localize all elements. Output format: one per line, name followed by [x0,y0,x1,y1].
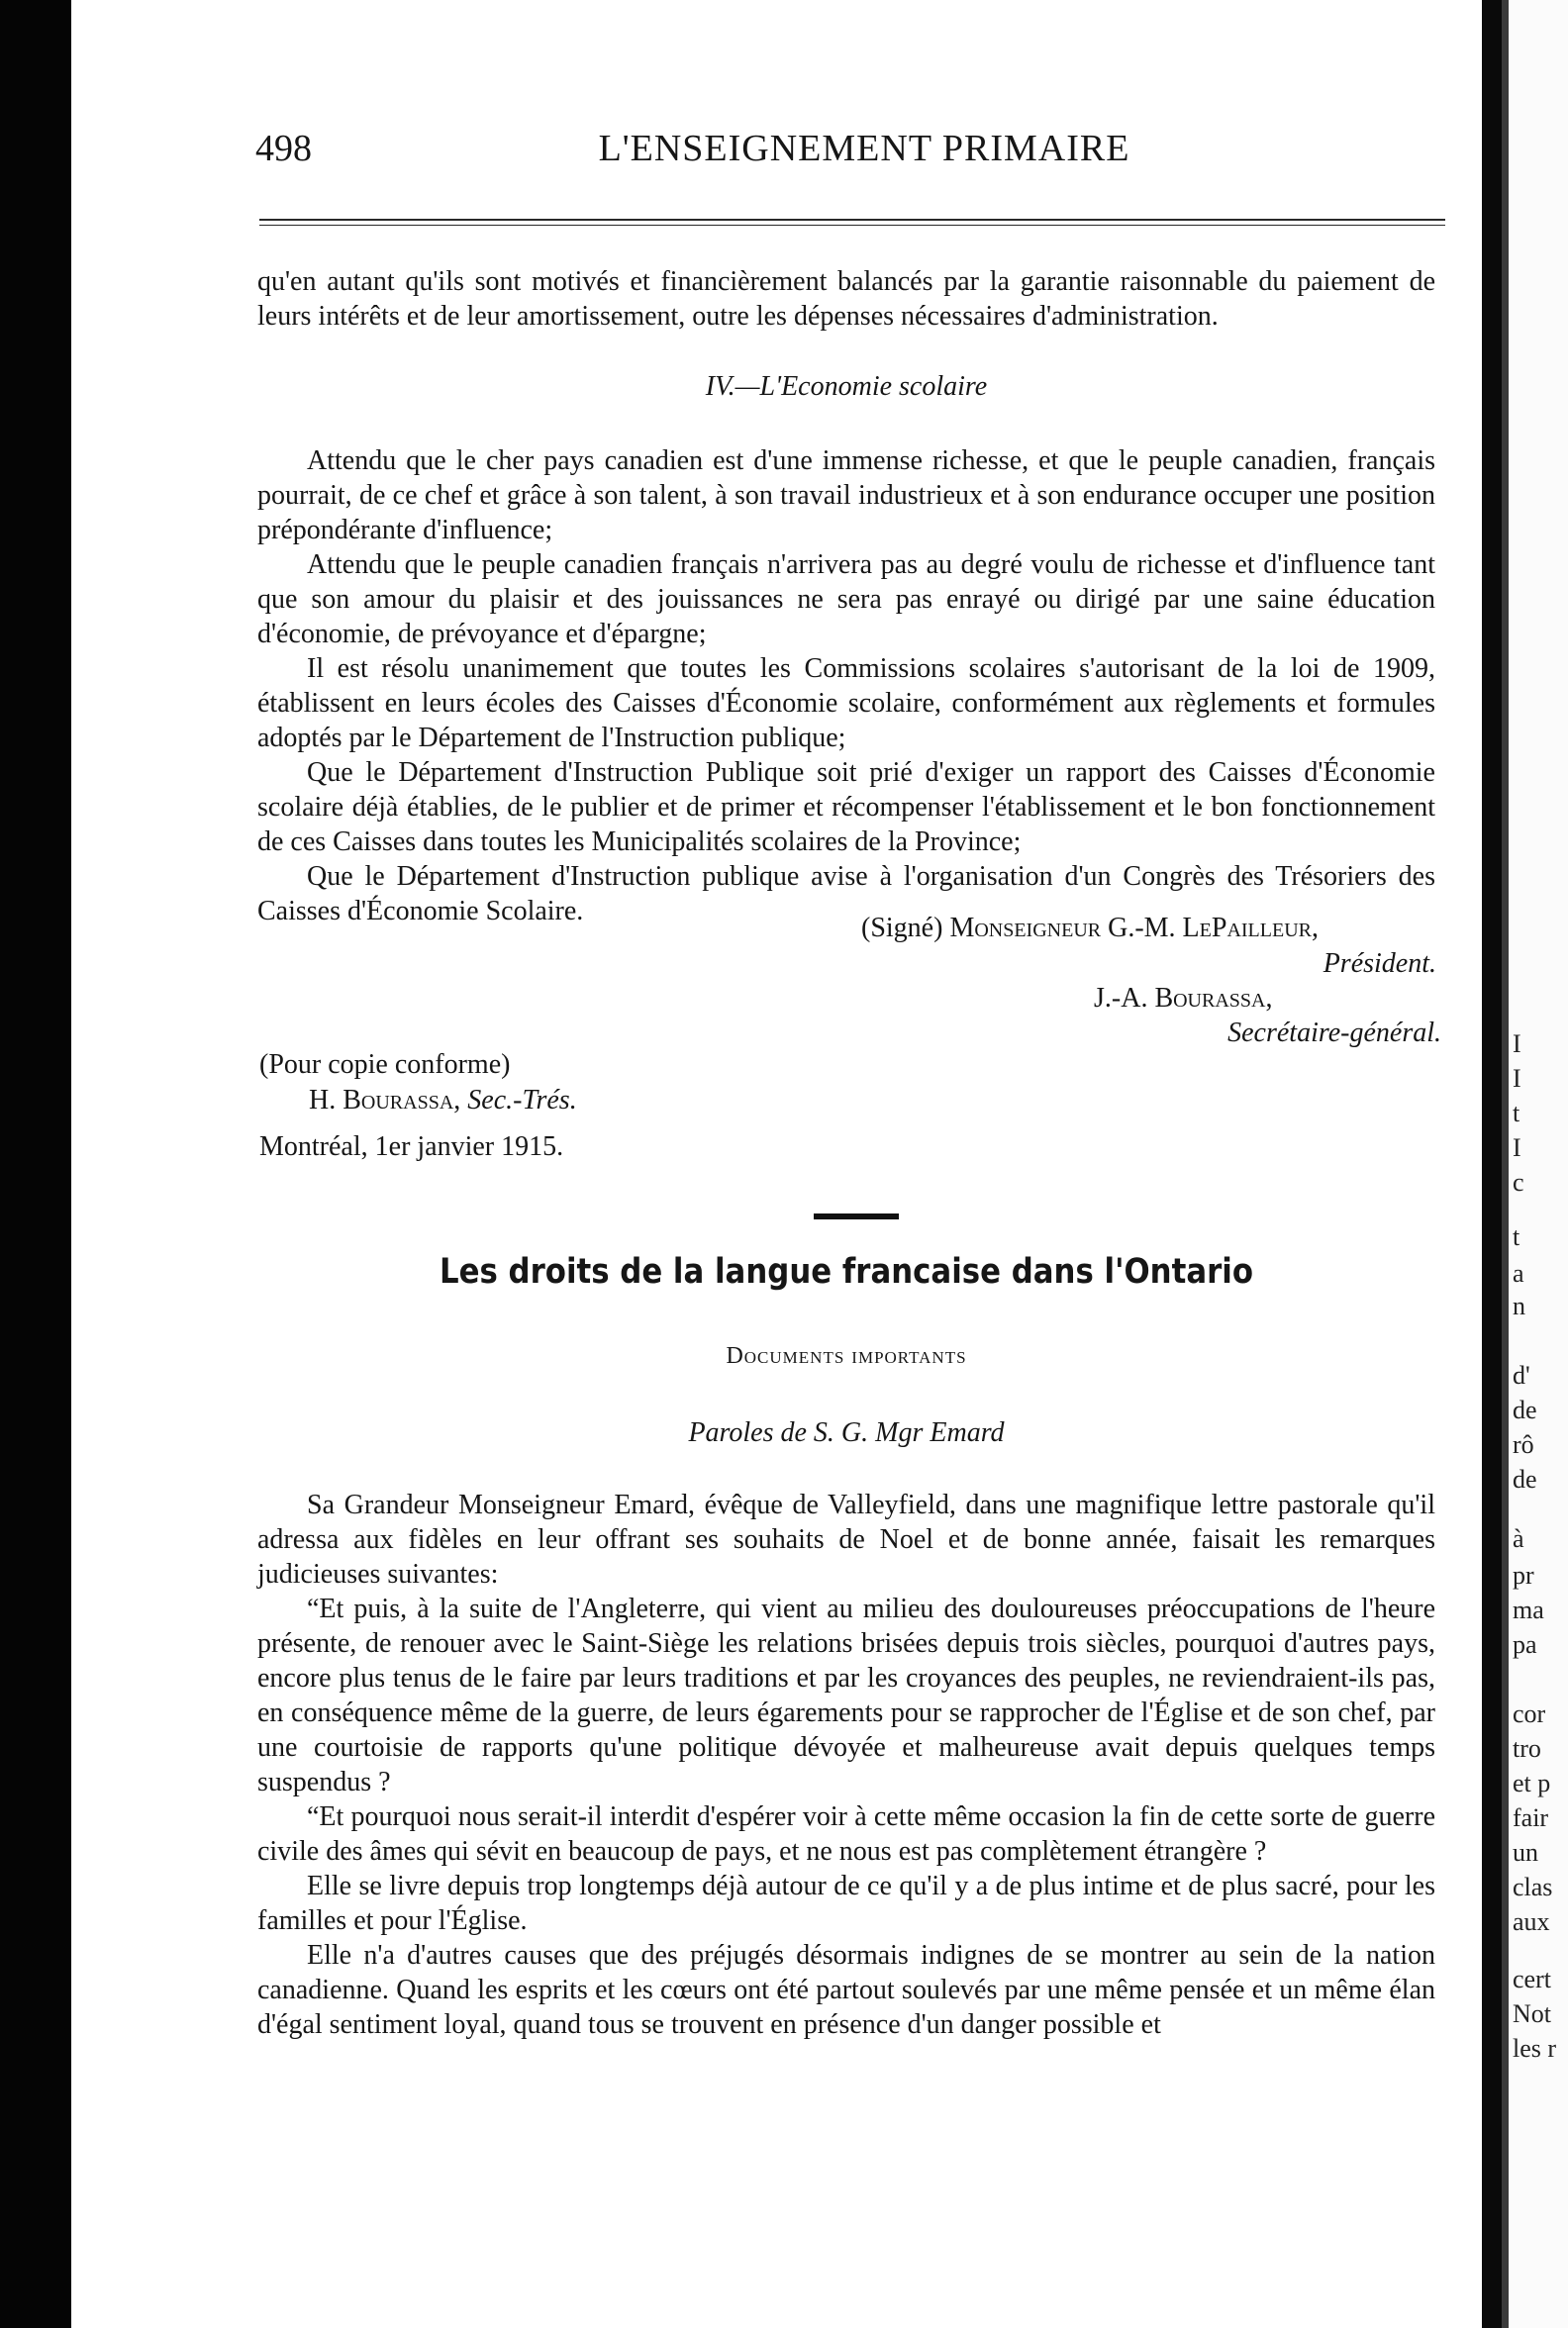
facing-fragment: à [1513,1524,1524,1553]
article-body [257,1488,1435,2042]
article-paragraph: Sa Grandeur Monseigneur Emard, évêque de Valleyfield, dans une magnifique lettre pastorale qu'il adressa aux fidèles en leur offrant ses souhaits de Noel et de bonne année, faisait les remarques judicieuses suivantes: [257,1490,1435,1590]
resolution-paragraph: Attendu que le peuple canadien français n'arrivera pas au degré voulu de richesse et d'influence tant que son amour du plaisir et des jouissances ne sera pas enrayé ou dirigé par une saine éducation d'économie, de prévoyance et d'épargne; [257,549,1435,649]
article-subheading: Documents importants [726,1343,967,1369]
facing-fragment: de [1513,1465,1537,1494]
book-gutter-edge [1502,0,1509,2328]
facing-fragment: t [1513,1099,1520,1127]
facing-fragment: tro [1513,1734,1541,1763]
facing-fragment: aux [1513,1907,1550,1936]
resolution-paragraph: Attendu que le cher pays canadien est d'une immense richesse, et que le peuple canadien, français pourrait, de ce chef et grâce à son talent, à son travail industrieux et à son endurance occuper une position prépondérante d'influence; [257,445,1435,545]
signer-name: J.-A. Bourassa, [1094,983,1273,1014]
signer-title: Secrétaire-général. [1227,1018,1441,1048]
article-paragraph: “Et puis, à la suite de l'Angleterre, qui vient au milieu des douloureuses préoccupations de l'heure présente, de renouer avec le Saint-Siège les relations brisées depuis trois siècles, pourquoi d'autres pays, encore plus tenus de le faire par leurs traditions et par les croyances des peuples, ne reviendraient-ils pas, en conséquence même de la guerre, de leurs égarements pour se rapprocher de l'Église et de son chef, par une courtoisie de rapports qu'une politique dévoyée et malheureuse avait depuis quelques temps suspendus ? [257,1594,1435,1797]
signature-line-1 [861,913,1319,944]
facing-page-edge [1509,0,1568,2328]
facing-fragment: les r [1513,2034,1557,2063]
facing-fragment: cor [1513,1699,1546,1728]
copy-title: Sec.-Trés. [467,1085,577,1116]
article-section-heading: Paroles de S. G. Mgr Emard [688,1417,1005,1448]
facing-fragment: I [1513,1064,1521,1093]
facing-fragment: d' [1513,1361,1530,1390]
facing-fragment: et p [1513,1769,1551,1797]
section-body [257,443,1435,928]
signer-name: Monseigneur G.-M. LePailleur, [949,913,1319,943]
copy-signature [309,1085,577,1116]
facing-fragment: c [1513,1168,1524,1197]
facing-fragment: rô [1513,1430,1534,1459]
facing-fragment: a [1513,1259,1524,1288]
header-rule [259,219,1445,221]
facing-fragment: ma [1513,1596,1544,1624]
facing-fragment: Not [1513,1999,1551,2028]
facing-fragment: I [1513,1029,1521,1058]
article-paragraph: Elle se livre depuis trop longtemps déjà autour de ce qu'il y a de plus intime et de plus sacré, pour les familles et pour l'Église. [257,1871,1435,1936]
book-gutter-shadow [1482,0,1502,2328]
article-paragraph: Elle n'a d'autres causes que des préjugés désormais indignes de se montrer au sein de la nation canadienne. Quand les esprits et les cœurs ont été partout soulevés par une même pensée et un même élan d'égal sentiment loyal, quand tous se trouvent en présence d'un danger possible et [257,1940,1435,2040]
facing-fragment: un [1513,1838,1538,1867]
signer-title: Président. [1323,948,1436,979]
facing-fragment: I [1513,1133,1521,1162]
facing-fragment: cert [1513,1965,1551,1993]
header-rule-thin [259,225,1445,226]
section-heading: IV.—L'Economie scolaire [705,371,988,402]
running-title: L'ENSEIGNEMENT PRIMAIRE [598,128,1130,169]
article-paragraph: “Et pourquoi nous serait-il interdit d'espérer voir à cette même occasion la fin de cette sorte de guerre civile des âmes qui sévit en beaucoup de pays, et ne nous est pas complètement étrangère ? [257,1801,1435,1867]
resolution-paragraph: Que le Département d'Instruction publique avise à l'organisation d'un Congrès des Trésoriers des Caisses d'Économie Scolaire. [257,861,1435,926]
running-head [255,127,1433,176]
copy-name: H. Bourassa, [309,1085,461,1116]
place-date: Montréal, 1er janvier 1915. [259,1131,564,1162]
facing-fragment: pa [1513,1630,1537,1659]
facing-fragment: t [1513,1222,1520,1251]
article-title: Les droits de la langue francaise dans l'Ontario [439,1252,1254,1292]
section-divider [814,1213,899,1219]
book-spine-shadow [0,0,71,2328]
resolution-paragraph: Il est résolu unanimement que toutes les Commissions scolaires s'autorisant de la loi de 1909, établissent en leurs écoles des Caisses d'Économie scolaire, conformément aux règlements et formules adoptés par le Département de l'Instruction publique; [257,653,1435,753]
facing-fragment: de [1513,1396,1537,1424]
resolution-paragraph: Que le Département d'Instruction Publique soit prié d'exiger un rapport des Caisses d'Économie scolaire déjà établies, de le publier et de primer et récompenser l'établissement et le bon fonctionnement de ces Caisses dans toutes les Municipalités scolaires de la Province; [257,757,1435,857]
copy-label: (Pour copie conforme) [259,1049,511,1080]
facing-fragment: pr [1513,1561,1534,1590]
intro-paragraph: qu'en autant qu'ils sont motivés et financièrement balancés par la garantie raisonnable du paiement de leurs intérêts et de leur amortissement, outre les dépenses nécessaires d'administration. [257,266,1435,332]
page-number: 498 [255,128,312,169]
signed-prefix: (Signé) [861,913,943,943]
intro-continuation [257,264,1435,334]
facing-fragment: fair [1513,1803,1549,1832]
facing-fragment: clas [1513,1873,1553,1901]
facing-fragment: n [1513,1292,1525,1320]
